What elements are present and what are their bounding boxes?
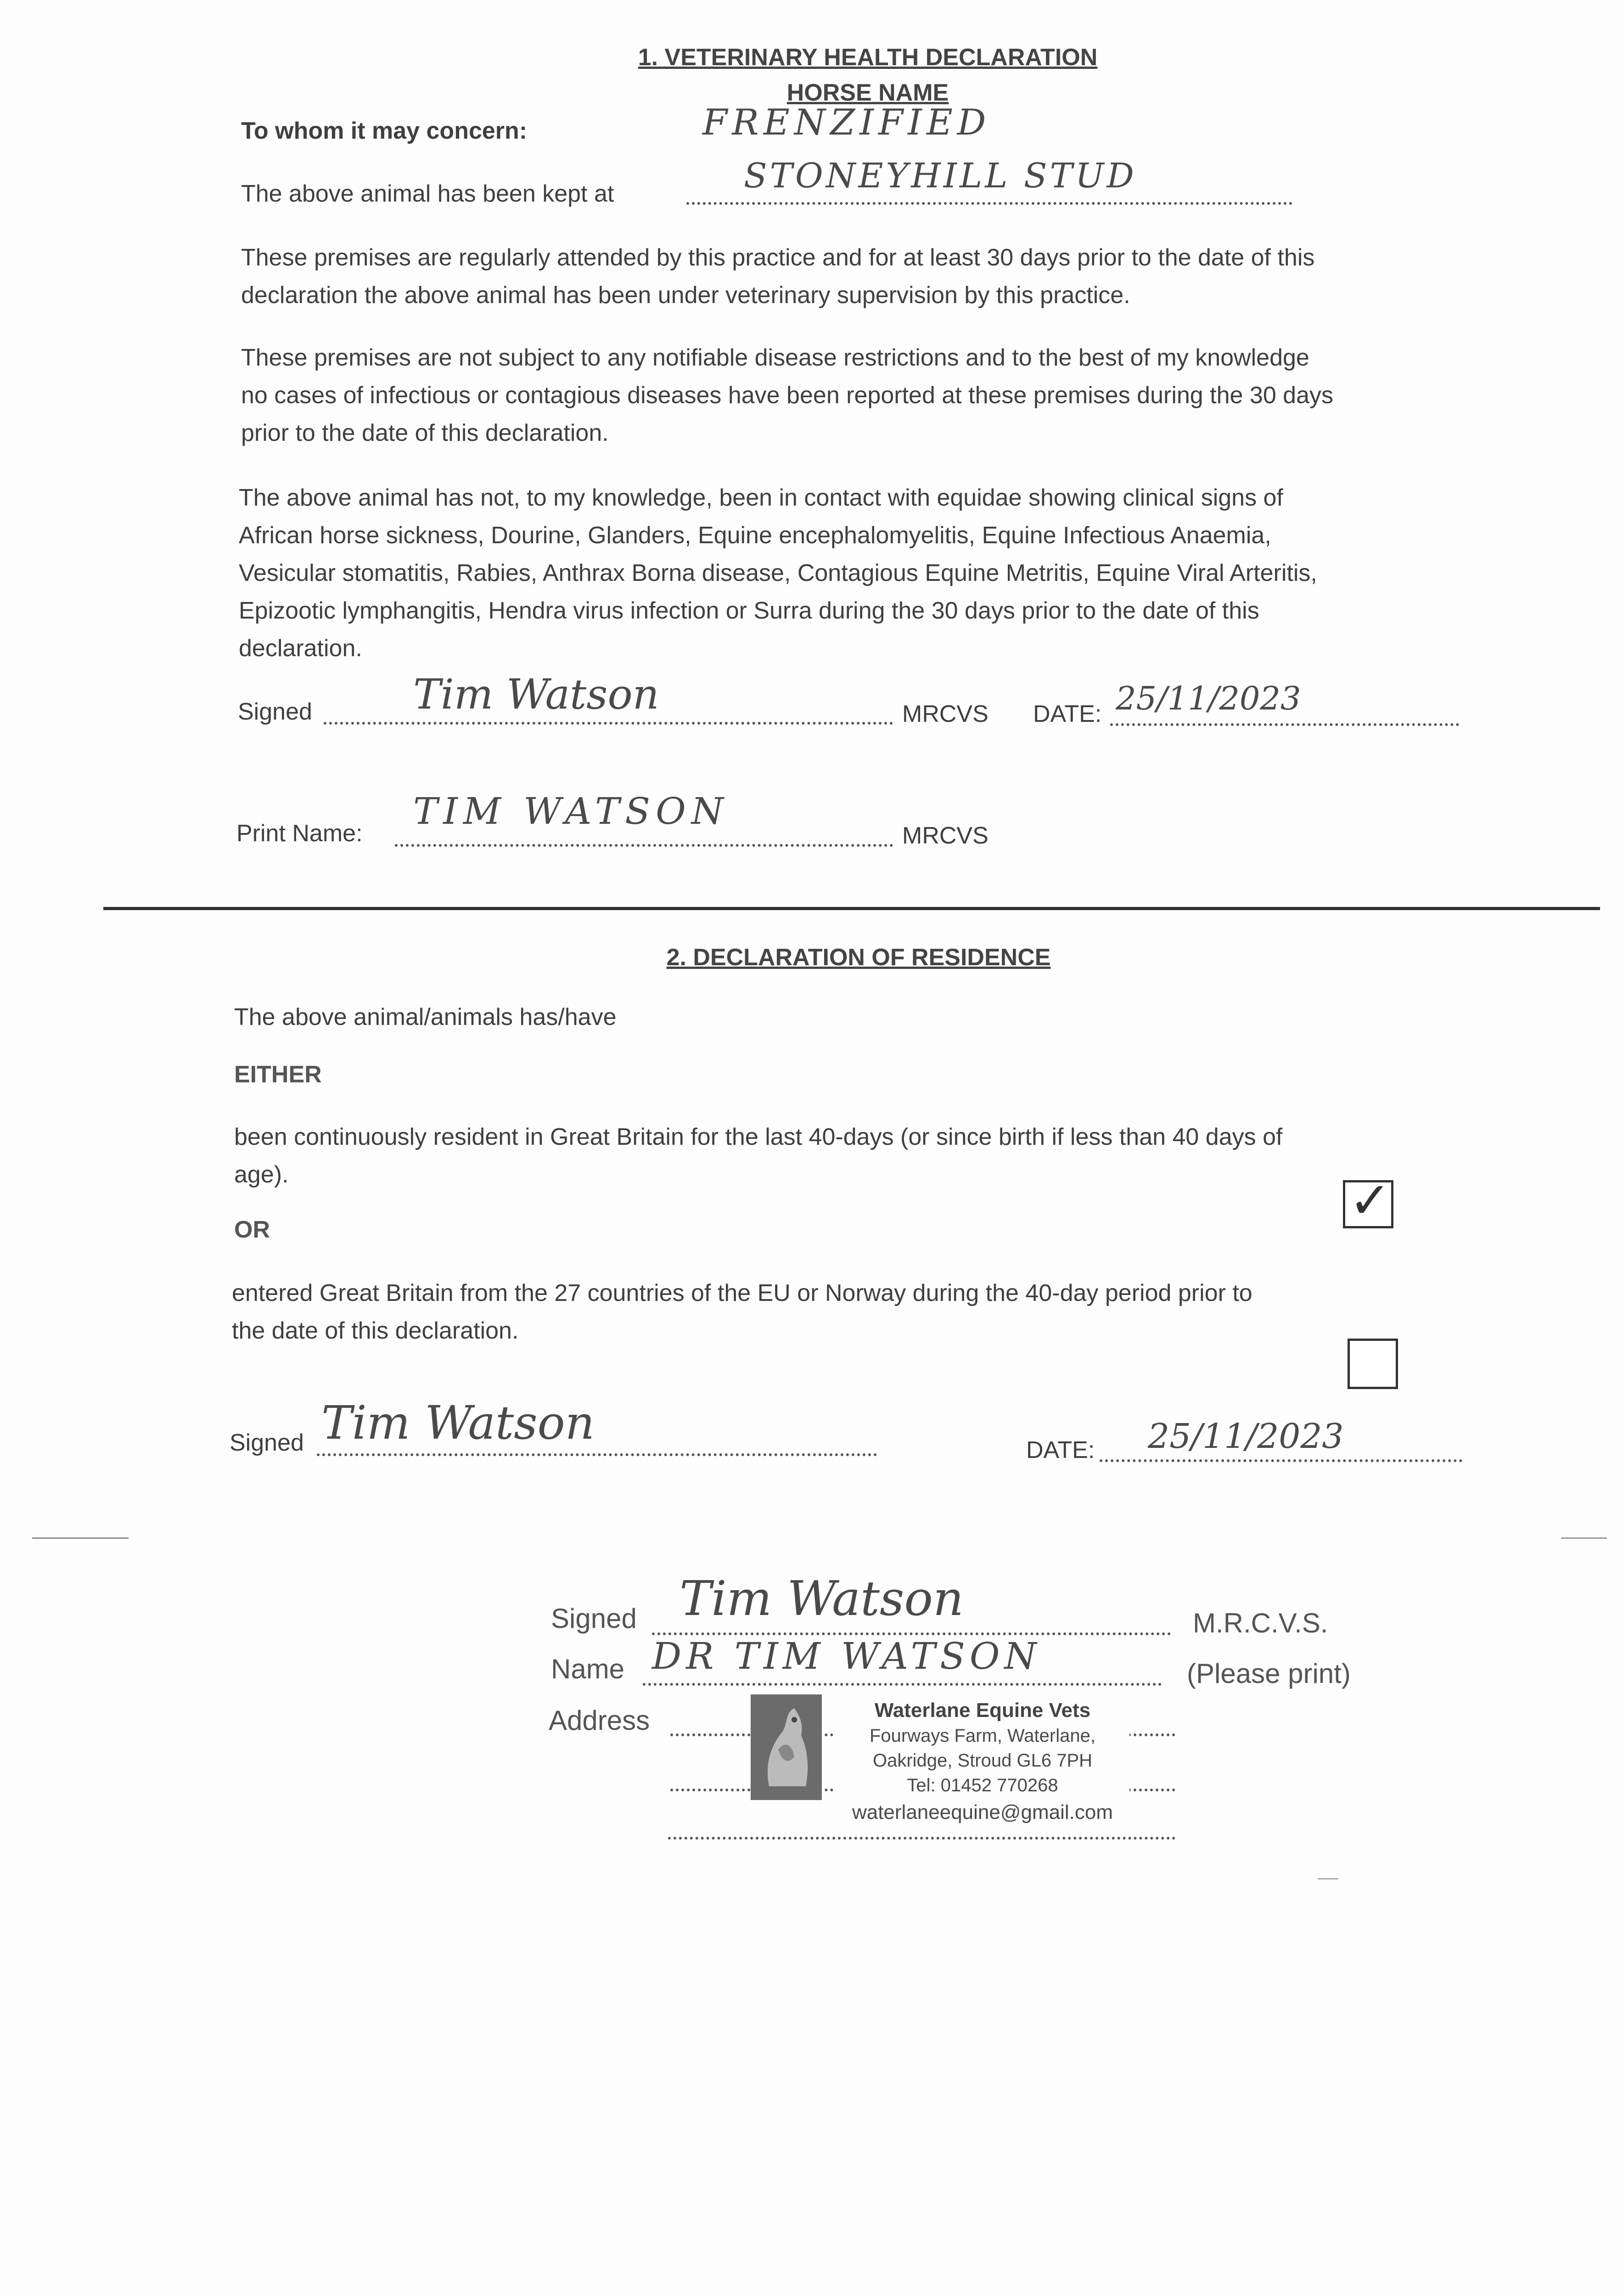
stamp-practice-name: Waterlane Equine Vets [874, 1699, 1091, 1722]
paragraph-restrictions: These premises are not subject to any notifiable disease restrictions and to the best of my knowledge no cases of infectious or contagious diseases have been reported at these premises during the 30 days prior to the date of this declaration. [241, 344, 1334, 446]
address-line-3 [668, 1837, 1175, 1840]
date-label-2: DATE: [1026, 1437, 1095, 1463]
name-value[interactable]: DR TIM WATSON [652, 1635, 1041, 1677]
signed-line-2 [317, 1453, 877, 1456]
signature-2[interactable]: Tim Watson [321, 1396, 595, 1450]
section2-title: 2. DECLARATION OF RESIDENCE [666, 944, 1051, 971]
kept-at-line [686, 202, 1292, 205]
signature-3[interactable]: Tim Watson [680, 1570, 964, 1626]
horse-name-label: HORSE NAME [786, 79, 949, 106]
option2-text: entered Great Britain from the 27 countries of the EU or Norway during the 40-day period prior to the date of this declaration. [232, 1280, 1252, 1344]
scan-mark-left [32, 1537, 129, 1539]
date-line-2 [1100, 1459, 1462, 1462]
signature-1[interactable]: Tim Watson [413, 670, 659, 719]
stamp-email: waterlaneequine@gmail.com [852, 1801, 1113, 1823]
print-name-label: Print Name: [236, 820, 363, 847]
mrcvs-label-3: M.R.C.V.S. [1193, 1608, 1328, 1638]
signed-label-3: Signed [551, 1603, 637, 1634]
date-line-1 [1110, 723, 1459, 726]
paragraph-supervision: These premises are regularly attended by this practice and for at least 30 days prior to the date of this declaration the above animal has been under veterinary supervision by this practice. [241, 244, 1315, 309]
print-name-line [395, 844, 893, 847]
stamp-phone: Tel: 01452 770268 [907, 1775, 1058, 1795]
paragraph-diseases: The above animal has not, to my knowledge, been in contact with equidae showing clinical signs of African horse sickness, Dourine, Glanders, Equine encephalomyelitis, Equine Infectious Anaemia, Vesicular stomatitis, Rabies, Anthrax Borna disease, Contagious Equine Metritis, Equine Viral Arteritis, Epizootic lymphangitis, Hendra virus infection or Surra during the 30 days prior to the date of this declaration. [239, 484, 1317, 662]
signed-label-2: Signed [230, 1429, 304, 1456]
kept-at-label: The above animal has been kept at [241, 180, 614, 207]
scan-mark-right [1561, 1537, 1607, 1539]
date-value-1[interactable]: 25/11/2023 [1116, 680, 1301, 717]
stamp-address-line2: Oakridge, Stroud GL6 7PH [872, 1750, 1093, 1771]
or-label: OR [234, 1216, 270, 1243]
signed-line-1 [324, 722, 893, 725]
option2-checkbox[interactable] [1348, 1339, 1398, 1389]
section-divider [103, 907, 1600, 910]
signed-label-1: Signed [238, 698, 312, 725]
scan-artifact [1318, 1878, 1338, 1880]
date-label-1: DATE: [1033, 701, 1102, 727]
name-label: Name [551, 1654, 625, 1684]
kept-at-value[interactable]: STONEYHILL STUD [744, 156, 1137, 196]
address-label: Address [549, 1705, 650, 1736]
date-value-2[interactable]: 25/11/2023 [1148, 1417, 1344, 1456]
section1-title: 1. VETERINARY HEALTH DECLARATION [638, 44, 1098, 71]
print-name-value[interactable]: TIM WATSON [413, 790, 729, 833]
option1-text: been continuously resident in Great Britain for the last 40-days (or since birth if less than 40 days of age). [234, 1124, 1283, 1188]
name-line [643, 1683, 1162, 1686]
stamp-address-line1: Fourways Farm, Waterlane, [870, 1726, 1095, 1746]
mrcvs-label-2: MRCVS [902, 822, 988, 849]
either-label: EITHER [234, 1061, 322, 1088]
horse-name-value[interactable]: FRENZIFIED [702, 102, 991, 143]
residence-intro: The above animal/animals has/have [234, 1004, 617, 1030]
please-print-note: (Please print) [1187, 1658, 1351, 1689]
practice-stamp [836, 1694, 1129, 1832]
option1-checkbox[interactable] [1343, 1171, 1393, 1230]
checkmark-icon: ✓ [1349, 1171, 1392, 1230]
mrcvs-label-1: MRCVS [902, 701, 988, 727]
to-whom-heading: To whom it may concern: [241, 118, 528, 144]
horse-logo-icon [751, 1694, 822, 1800]
